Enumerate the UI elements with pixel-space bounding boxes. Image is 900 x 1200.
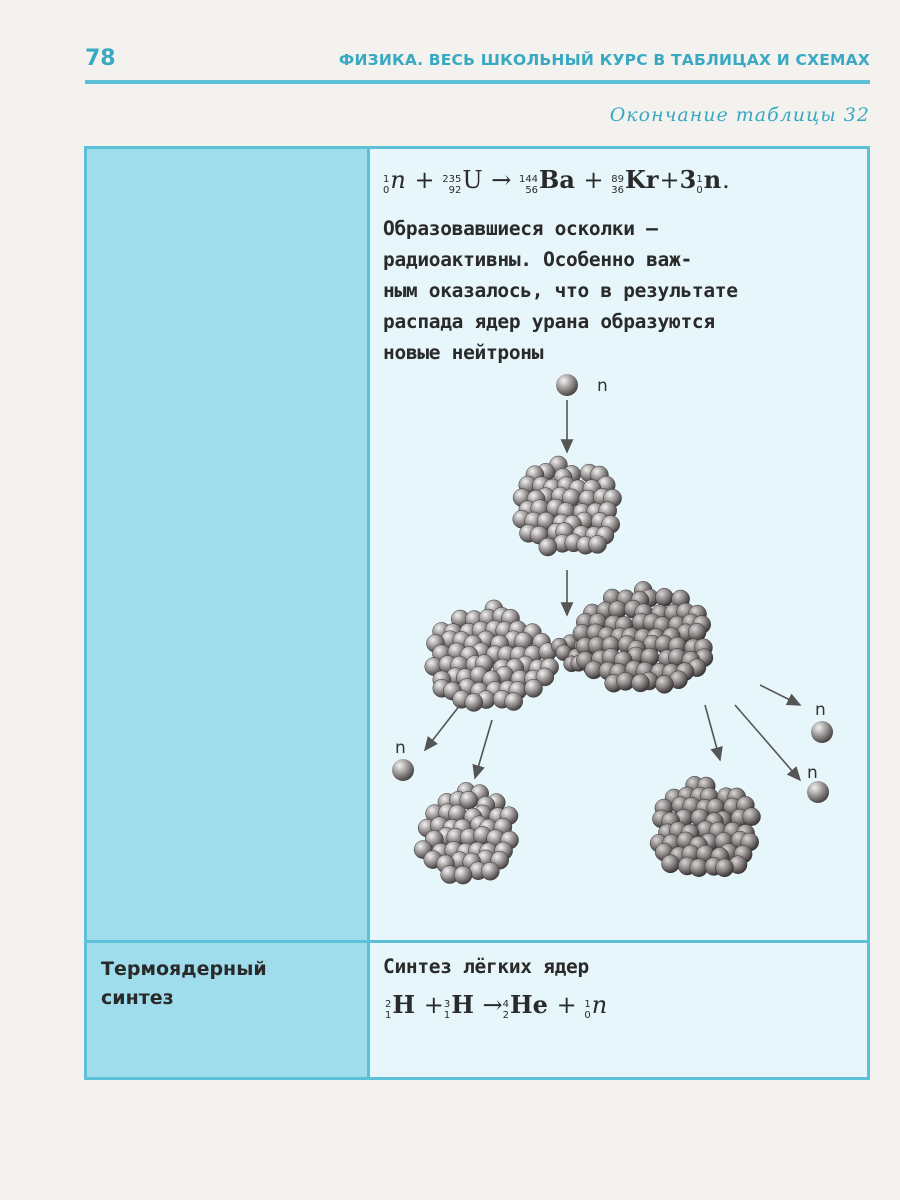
fusion-equation: 2 1 H + 3 1 H → 4 2 He + 1 0 n	[385, 990, 608, 1021]
nucleon	[716, 859, 734, 877]
neutron-label-right-upper: n	[815, 700, 826, 720]
uranium-nucleus	[513, 456, 622, 556]
page-number: 78	[85, 46, 116, 71]
nucleon	[662, 855, 680, 873]
fragment-nucleus-right	[650, 776, 760, 877]
nuclide-neutron-fusion: 1 0 n	[584, 991, 608, 1021]
emitted-neutron-right-lower	[807, 781, 829, 803]
nucleon	[505, 693, 523, 711]
nucleon	[743, 808, 761, 826]
arrow-to-neutron-right-lower	[735, 705, 800, 780]
nuclide-neutron-in: 1 0 n	[383, 166, 406, 196]
running-title: ФИЗИКА. ВЕСЬ ШКОЛЬНЫЙ КУРС В ТАБЛИЦАХ И СХЕМАХ	[338, 51, 870, 69]
fragment-nucleus-left	[414, 782, 518, 884]
thermonuclear-fusion-term: Термоядерный синтез	[101, 958, 267, 1009]
incoming-neutron	[556, 374, 578, 396]
arrow-to-neutron-left	[425, 705, 460, 750]
page-header	[85, 44, 870, 84]
emitted-neutron-left	[392, 759, 414, 781]
nucleon	[454, 866, 472, 884]
splitting-nucleus-right	[573, 581, 713, 693]
nucleon	[465, 693, 483, 711]
fission-diagram	[370, 360, 865, 905]
arrow-to-fragment-left	[475, 720, 492, 778]
nuclide-tritium: 3 1 H	[443, 990, 474, 1021]
nuclide-uranium: 235 92 U	[442, 166, 483, 196]
neutron-label-top: n	[597, 376, 608, 396]
emitted-neutron-right-upper	[811, 721, 833, 743]
nuclide-neutron-out: 1 0 n	[696, 165, 722, 196]
fission-equation: 1 0 n + 235 92 U → 144 56 Ba + 89 36 Kr+3 1 0 n.	[383, 160, 730, 200]
nucleon	[655, 675, 673, 693]
nuclide-deuterium: 2 1 H	[385, 990, 416, 1021]
nucleon	[655, 588, 673, 606]
neutron-label-right-lower: n	[807, 763, 818, 783]
nucleon	[589, 535, 607, 553]
nucleon	[539, 538, 557, 556]
table-continuation-caption: Окончание таблицы 32	[609, 104, 870, 126]
nucleon	[525, 679, 543, 697]
nuclide-helium: 4 2 He	[502, 990, 548, 1021]
fusion-title: Синтез лёгких ядер	[383, 955, 589, 978]
nucleon	[632, 674, 650, 692]
nucleon	[481, 862, 499, 880]
arrow-to-neutron-right-upper	[760, 685, 800, 705]
nuclide-barium: 144 56 Ba	[518, 165, 575, 196]
fission-description: Образовавшиеся осколки — радиоактивны. Особенно важ- ным оказалось, что в результате распада ядер урана образуются новые нейтроны	[383, 217, 738, 364]
arrow-to-fragment-right	[705, 705, 720, 760]
nuclide-krypton: 89 36 Kr	[611, 165, 659, 196]
neutron-label-left: n	[395, 738, 406, 758]
